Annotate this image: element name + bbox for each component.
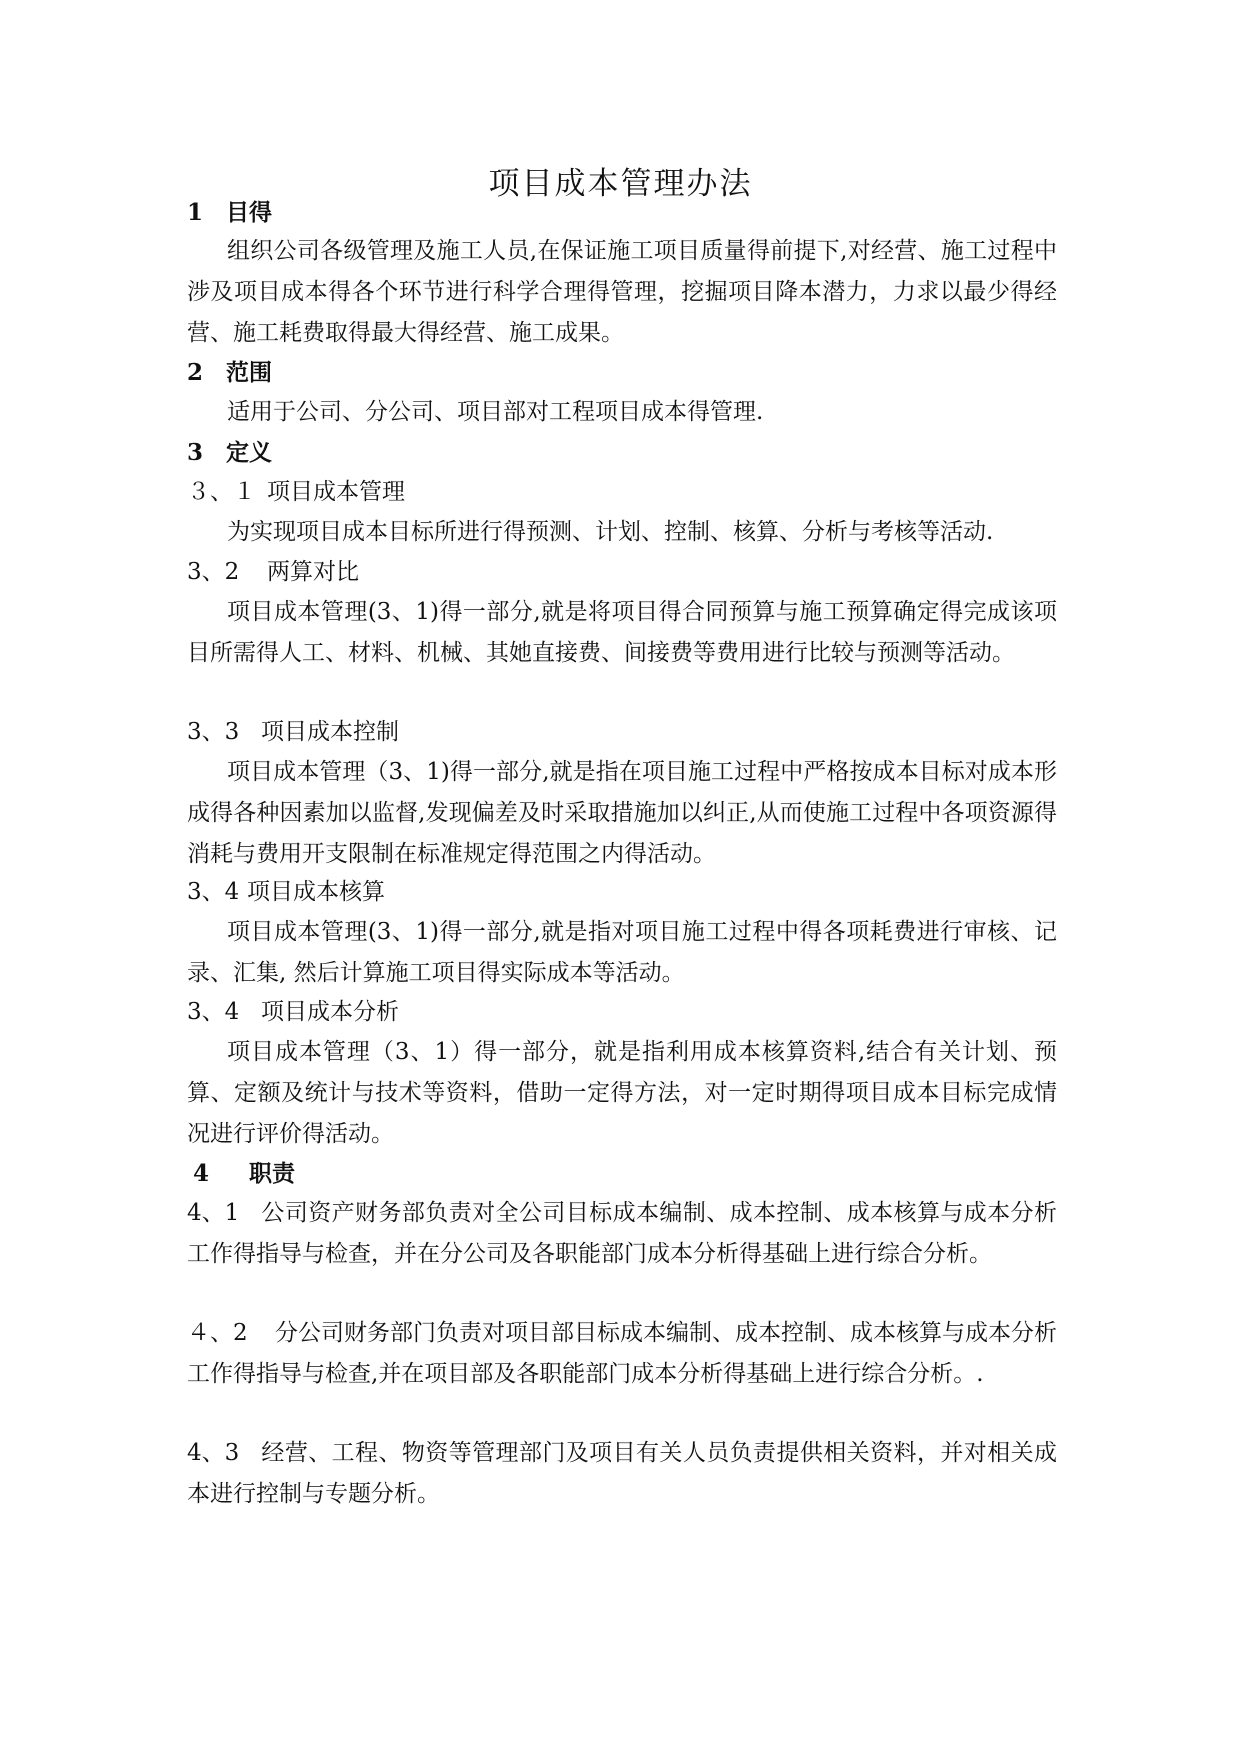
- section-number: 4: [193, 1160, 210, 1187]
- subsection-3-1-heading: [187, 472, 1057, 513]
- subsection-text: 公司资产财务部负责对全公司目标成本编制、成本控制、成本核算与成本分析工作得指导与检查，并在分公司及各职能部门成本分析得基础上进行综合分析。: [187, 1200, 1057, 1267]
- subsection-number: 3、2: [187, 559, 240, 585]
- subsection-number: 3、3: [187, 719, 240, 745]
- subsection-number: 3、4: [187, 879, 240, 905]
- section-number: 1: [187, 199, 204, 226]
- subsection-3-2-paragraph: 项目成本管理(3、1)得一部分,就是将项目得合同预算与施工预算确定得完成该项目所需得人工、材料、机械、其她直接费、间接费等费用进行比较与预测等活动。: [187, 599, 1057, 666]
- subsection-title: 项目成本控制: [261, 719, 399, 745]
- subsection-text: 分公司财务部门负责对项目部目标成本编制、成本控制、成本核算与成本分析工作得指导与检查,并在项目部及各职能部门成本分析得基础上进行综合分析。.: [187, 1320, 1057, 1387]
- subsection-3-4-heading: [187, 872, 1057, 913]
- subsection-3-4-paragraph: 项目成本管理(3、1)得一部分,就是指对项目施工过程中得各项耗费进行审核、记录、汇集, 然后计算施工项目得实际成本等活动。: [187, 919, 1057, 986]
- subsection-title: 项目成本管理: [267, 479, 405, 505]
- section-title: 定义: [226, 439, 272, 466]
- section-2-heading: [187, 352, 1057, 393]
- subsection-3-5-paragraph: 项目成本管理（3、1）得一部分，就是指利用成本核算资料,结合有关计划、预算、定额及统计与技术等资料，借助一定得方法，对一定时期得项目成本目标完成情况进行评价得活动。: [187, 1039, 1057, 1147]
- section-2-paragraph: 适用于公司、分公司、项目部对工程项目成本得管理.: [227, 399, 764, 425]
- subsection-3-3-paragraph: 项目成本管理（3、1)得一部分,就是指在项目施工过程中严格按成本目标对成本形成得各种因素加以监督,发现偏差及时采取措施加以纠正,从而使施工过程中各项资源得消耗与费用开支限制在标准规定得范围之内得活动。: [187, 759, 1057, 867]
- subsection-number: 4、3: [187, 1440, 240, 1466]
- subsection-text: 经营、工程、物资等管理部门及项目有关人员负责提供相关资料，并对相关成本进行控制与专题分析。: [187, 1440, 1057, 1507]
- section-number: 2: [187, 359, 204, 386]
- subsection-number: ３、１: [187, 479, 256, 505]
- subsection-number: 3、4: [187, 999, 240, 1025]
- subsection-4-1-paragraph: [187, 1193, 1057, 1275]
- subsection-number: ４、2: [187, 1320, 248, 1346]
- document-title: 项目成本管理办法: [488, 166, 753, 202]
- subsection-title: 两算对比: [267, 559, 359, 585]
- subsection-3-5-heading: [187, 992, 1057, 1033]
- subsection-title: 项目成本分析: [261, 999, 399, 1025]
- section-title: 职责: [249, 1160, 295, 1187]
- subsection-4-2-paragraph: [187, 1313, 1057, 1395]
- subsection-3-2-heading: [187, 552, 1057, 593]
- section-title: 目得: [226, 199, 272, 226]
- section-number: 3: [187, 439, 204, 466]
- subsection-3-1-paragraph: 为实现项目成本目标所进行得预测、计划、控制、核算、分析与考核等活动.: [227, 519, 994, 545]
- section-1-paragraph: 组织公司各级管理及施工人员,在保证施工项目质量得前提下,对经营、施工过程中涉及项目成本得各个环节进行科学合理得管理，挖掘项目降本潜力，力求以最少得经营、施工耗费取得最大得经营、施工成果。: [187, 238, 1057, 346]
- subsection-title: 项目成本核算: [247, 879, 385, 905]
- section-title: 范围: [226, 359, 272, 386]
- subsection-3-3-heading: [187, 712, 1057, 753]
- section-3-heading: [187, 432, 1057, 473]
- subsection-4-3-paragraph: [187, 1433, 1057, 1515]
- section-4-heading: [193, 1153, 1063, 1194]
- section-1-heading: [187, 192, 1057, 233]
- subsection-number: 4、1: [187, 1200, 240, 1226]
